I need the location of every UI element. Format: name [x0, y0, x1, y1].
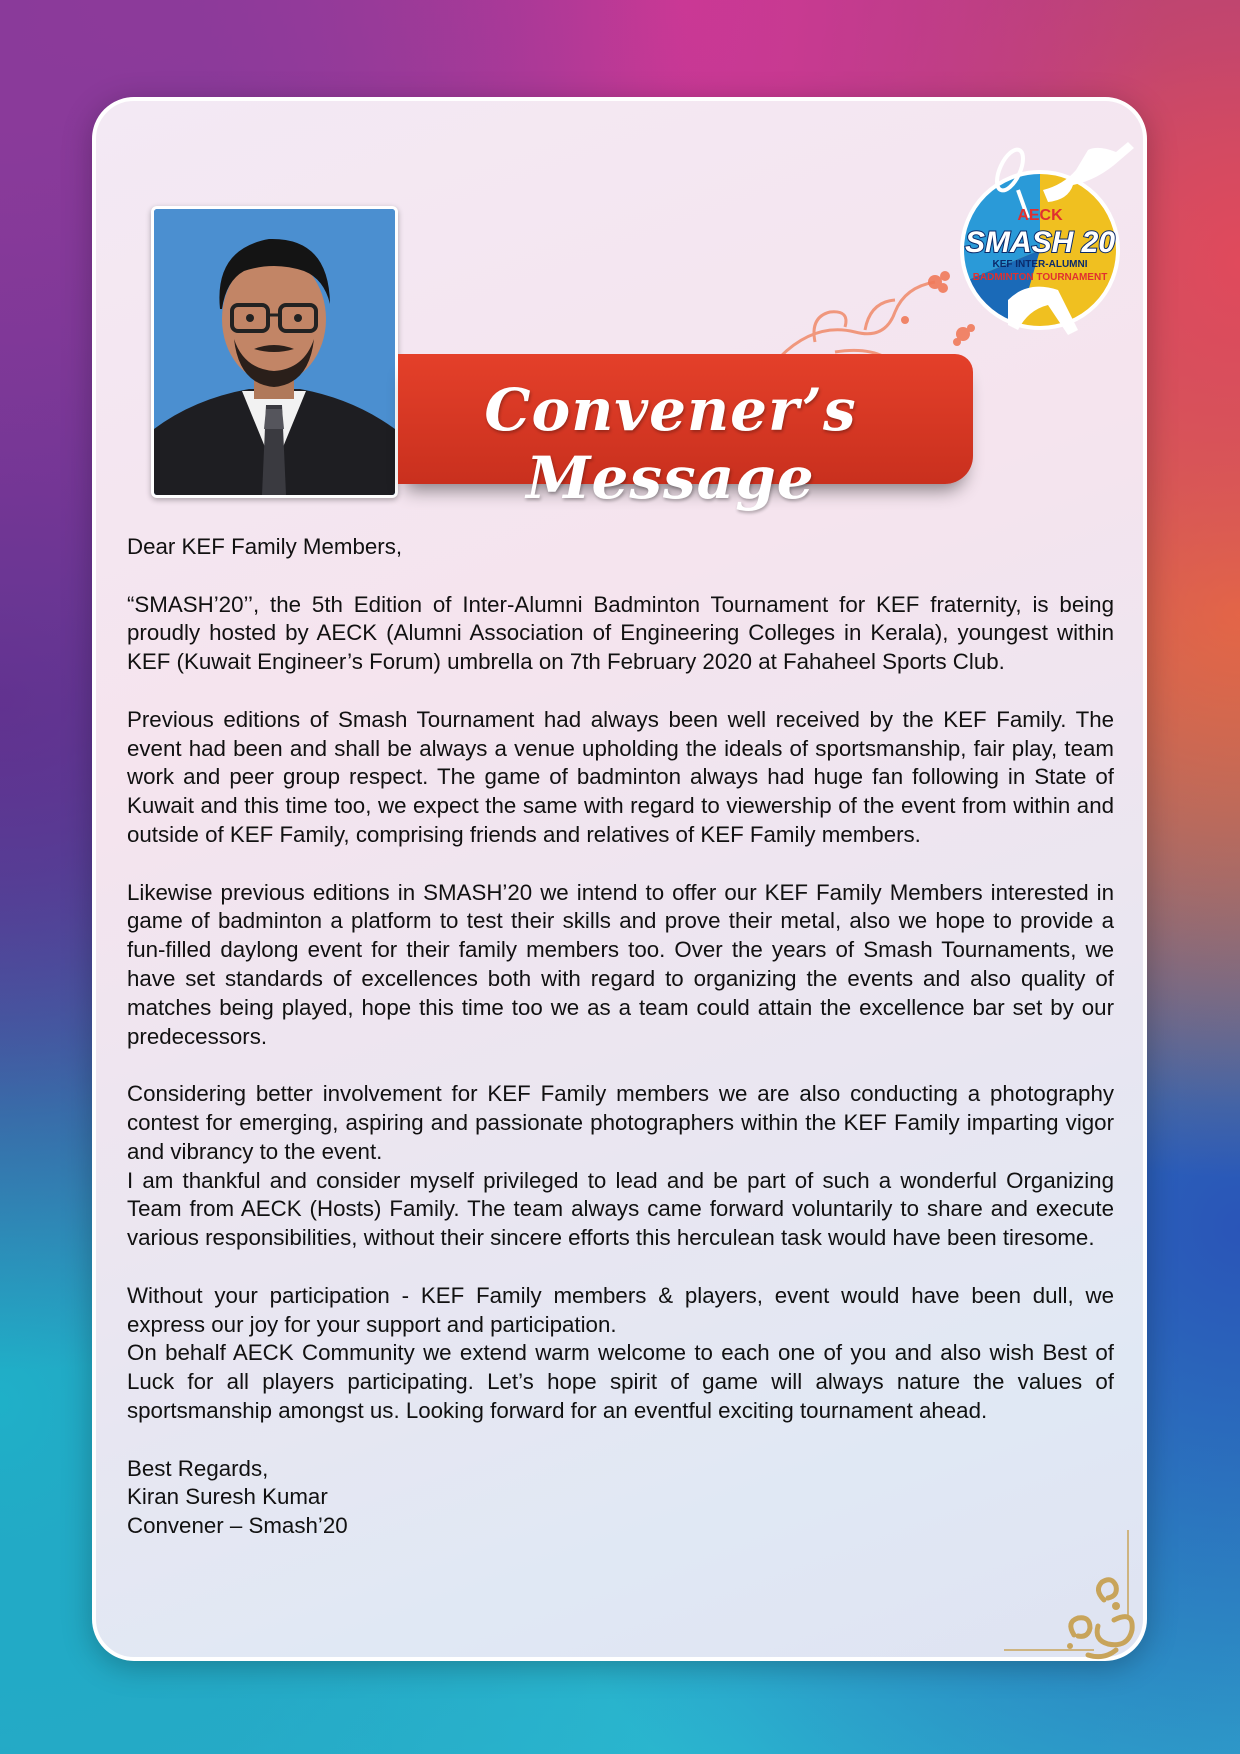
floral-ornament-icon [775, 262, 975, 362]
title-banner [398, 354, 973, 512]
paragraph: On behalf AECK Community we extend warm welcome to each one of you and also wish Best of Luck for all players participating. Let’s hope spirit of game will always nature the values of sportsmanship amongst us. Looking forward for an eventful exciting tournament ahead. [127, 1340, 1114, 1423]
corner-ornament-icon [1004, 1530, 1144, 1665]
smash-logo [948, 140, 1138, 340]
signer-title: Convener – Smash’20 [127, 1513, 348, 1539]
letter-body [127, 533, 1114, 1541]
paragraph: Likewise previous editions in SMASH’20 we intend to offer our KEF Family Members interested in game of badminton a platform to test their skills and prove their metal, also we hope to provide a fun-filled daylong event for their family members too. Over the years of Smash Tournaments, we have set standards of excellences both with regard to organizing the events and also quality of matches being played, hope this time too we as a team could attain the excellence bar set by our predecessors. [127, 879, 1114, 1049]
paragraph: “SMASH’20’’, the 5th Edition of Inter-Alumni Badminton Tournament for KEF fraternity, is being proudly hosted by AECK (Alumni Association of Engineering Colleges in Kerala), youngest within KEF (Kuwait Engineer’s Forum) umbrella on 7th February 2020 at Fahaheel Sports Club. [127, 591, 1114, 675]
logo-subtitle-2: BADMINTON TOURNAMENT [972, 272, 1108, 283]
closing: Best Regards, [127, 1455, 269, 1481]
logo-smash-text: SMASH 20 [964, 226, 1116, 259]
logo-aeck-text: AECK [1017, 207, 1063, 224]
logo-subtitle-1: KEF INTER-ALUMNI [992, 259, 1088, 270]
paragraph: Previous editions of Smash Tournament had always been well received by the KEF Family. The event had been and shall be always a venue upholding the ideals of sportsmanship, fair play, team work and peer group respect. The game of badminton always had huge fan following in State of Kuwait and this time too, we expect the same with regard to viewership of the event from within and outside of KEF Family, comprising friends and relatives of KEF Family members. [127, 706, 1114, 847]
portrait-illustration [154, 209, 395, 495]
paragraph: Without your participation - KEF Family members & players, event would have been dull, we express our joy for your support and participation. [127, 1282, 1114, 1337]
signer-name: Kiran Suresh Kumar [127, 1484, 328, 1510]
paragraph: Considering better involvement for KEF Family members we are also conducting a photography contest for emerging, aspiring and passionate photographers within the KEF Family imparting vigor and vibrancy to the event. [127, 1081, 1114, 1164]
salutation: Dear KEF Family Members, [127, 534, 403, 559]
convener-photo [151, 206, 398, 498]
paragraph: I am thankful and consider myself privileged to lead and be part of such a wonderful Organizing Team from AECK (Hosts) Family. The team always came forward voluntarily to share and execute various responsibilities, without their sincere efforts this herculean task would have been tiresome. [127, 1167, 1114, 1251]
page-title: Convener’s Message [484, 376, 857, 512]
